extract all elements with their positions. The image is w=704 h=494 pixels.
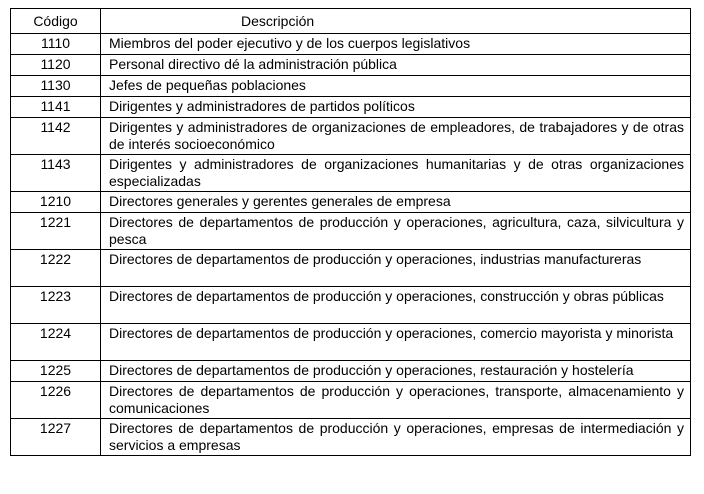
table-row — [11, 382, 691, 419]
row-code: 1210 — [11, 192, 101, 213]
row-description: Directores de departamentos de producción y operaciones, construcción y obras públicas — [101, 287, 691, 324]
row-description: Directores de departamentos de producción y operaciones, restauración y hostelería — [101, 361, 691, 382]
table-row — [11, 213, 691, 250]
description-column-header: Descripción — [101, 9, 691, 34]
row-description: Jefes de pequeñas poblaciones — [101, 76, 691, 97]
code-column-header: Código — [11, 9, 101, 34]
occupation-code-table — [10, 8, 691, 456]
row-code: 1110 — [11, 34, 101, 55]
table-row — [11, 324, 691, 361]
occupation-code-document — [10, 8, 690, 456]
table-header-row — [11, 9, 691, 34]
row-description: Directores generales y gerentes generales de empresa — [101, 192, 691, 213]
row-description: Directores de departamentos de producción y operaciones, transporte, almacenamiento y comunicaciones — [101, 382, 691, 419]
row-description: Directores de departamentos de producción y operaciones, comercio mayorista y minorista — [101, 324, 691, 361]
row-code: 1141 — [11, 97, 101, 118]
table-row — [11, 118, 691, 155]
table-row — [11, 76, 691, 97]
table-row — [11, 192, 691, 213]
table-row — [11, 419, 691, 456]
row-description: Dirigentes y administradores de organizaciones de empleadores, de trabajadores y de otras de interés socioeconómico — [101, 118, 691, 155]
row-code: 1225 — [11, 361, 101, 382]
row-code: 1120 — [11, 55, 101, 76]
row-code: 1222 — [11, 250, 101, 287]
row-code: 1227 — [11, 419, 101, 456]
table-row — [11, 97, 691, 118]
row-code: 1224 — [11, 324, 101, 361]
row-description: Dirigentes y administradores de organizaciones humanitarias y de otras organizaciones especializadas — [101, 155, 691, 192]
table-row — [11, 155, 691, 192]
row-code: 1223 — [11, 287, 101, 324]
table-row — [11, 287, 691, 324]
row-code: 1142 — [11, 118, 101, 155]
row-description: Dirigentes y administradores de partidos políticos — [101, 97, 691, 118]
row-code: 1130 — [11, 76, 101, 97]
row-code: 1221 — [11, 213, 101, 250]
table-row — [11, 34, 691, 55]
row-description: Directores de departamentos de producción y operaciones, agricultura, caza, silvicultura y pesca — [101, 213, 691, 250]
table-row — [11, 361, 691, 382]
row-code: 1226 — [11, 382, 101, 419]
row-description: Personal directivo dé la administración pública — [101, 55, 691, 76]
table-row — [11, 55, 691, 76]
row-description: Directores de departamentos de producción y operaciones, empresas de intermediación y servicios a empresas — [101, 419, 691, 456]
table-row — [11, 250, 691, 287]
row-description: Miembros del poder ejecutivo y de los cuerpos legislativos — [101, 34, 691, 55]
row-code: 1143 — [11, 155, 101, 192]
row-description: Directores de departamentos de producción y operaciones, industrias manufactureras — [101, 250, 691, 287]
